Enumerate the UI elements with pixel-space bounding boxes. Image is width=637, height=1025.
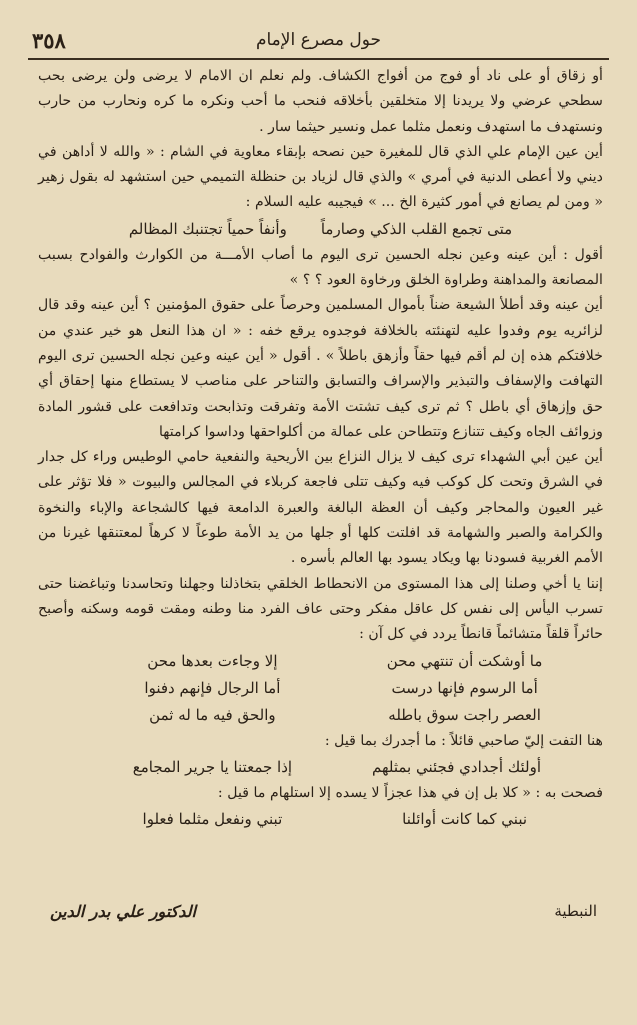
running-title: حول مصرع الإمام xyxy=(255,30,382,50)
paragraph: إننا يا أخي وصلنا إلى هذا المستوى من الانحطاط الخلقي بتخاذلنا وجهلنا وتحاسدنا وتباغضنا حتى تسرب اليأس إلى نفس كل عاقل مفكر وحتى عاف الفرد منا وطنه ومقت قومه وسكنه وأصبح حائراً قلقاً متشائماً قانطاً يردد في كل آن : xyxy=(38,575,603,643)
poem-hemistich: والحق فيه ما له ثمن xyxy=(149,705,276,724)
poem xyxy=(96,648,581,729)
poem-hemistich: تبني ونفعل مثلما فعلوا xyxy=(142,810,283,829)
paragraph: هنا التفت إليّ صاحبي قائلاً : ما أجدرك بما قيل : xyxy=(324,732,603,749)
poem xyxy=(96,754,581,781)
poem-hemistich: أما الرجال فإنهم دفنوا xyxy=(144,678,281,697)
poem-hemistich: نبني كما كانت أوائلنا xyxy=(402,810,528,829)
poem-line xyxy=(96,702,581,729)
poem-hemistich: أما الرسوم فإنها درست xyxy=(391,678,538,697)
poem-line xyxy=(96,648,581,675)
paragraph: أين عينه وقد أطلأ الشيعة ضناً بأموال المسلمين وحرصاً على حقوق المؤمنين ؟ أين عينه وقد قال لزائريه يوم وفدوا عليه لتهنئته بالخلافة فوجدوه يرقع خفه : « ان هذا النعل هو خير عندي من خلافتكم هذه إن لم أقم فيها حقاً وأزهق باطلاً » . أقول « أين عينه وعين نجله الحسين ترى اليوم التهافت والإسفاف والتبذير والإسراف والتسابق والتناحر على مناصب لا يستطاع منها إحقاق أي حق وإزهاق أي باطل ؟ ثم ترى كيف تشتت الأمة وتفرقت وتذابحت وتدافعت على قشور المادة وزوائف الجاه وكيف تتنازع وتتطاحن على عمالة من أكلواحقها وداسوا كرامتها xyxy=(38,297,603,440)
poem-line xyxy=(96,806,581,833)
poem-hemistich: إلا وجاءت بعدها محن xyxy=(147,651,278,670)
page-number: ٣٥٨ xyxy=(32,28,66,53)
poem xyxy=(96,806,581,833)
poem-hemistich: إذا جمعتنا يا جرير المجامع xyxy=(132,757,293,776)
verse xyxy=(38,216,603,243)
page-header xyxy=(28,26,609,60)
signature-block xyxy=(50,902,597,932)
paragraph: أقول : أين عينه وعين نجله الحسين ترى اليوم ما أصاب الأمـــة من الكوارث والفوادح بسبب المصانعة والمداهنة وطراوة الخلق ورخاوة العود ؟ ؟ » xyxy=(38,246,603,289)
place-name: النبطية xyxy=(554,902,597,920)
poem-line xyxy=(96,675,581,702)
verse-hemistich: متى تجمع القلب الذكي وصارماً xyxy=(320,219,513,238)
body-text xyxy=(38,64,603,833)
paragraph: فصحت به : « كلا بل إن في هذا عجزاً لا يسده إلا استلهام ما قيل : xyxy=(217,784,603,801)
poem-hemistich: أولئك أجدادي فجئني بمثلهم xyxy=(372,757,541,776)
poem-hemistich: ما أوشكت أن تنتهي محن xyxy=(386,651,543,670)
paragraph: أين عين الإمام علي الذي قال للمغيرة حين نصحه بإبقاء معاوية في الشام : « والله لا أداهن في ديني ولا أعطى الدنية في أمري » والذي قال لزياد بن حنظلة التميمي حين استشهد له بقول زهير « ومن لم يصانع في أمور كثيرة الخ ... » فيجيبه عليه السلام : xyxy=(38,143,603,211)
poem-hemistich: العصر راجت سوق باطله xyxy=(388,705,541,724)
author-name: الدكتور علي بدر الدين xyxy=(50,902,196,921)
paragraph: أو زقاق أو على ناد أو فوج من أفواج الكشاف. ولم نعلم ان الامام لا يرضى ولن يرضى بحب سطحي عرضي ولا يريدنا إلا متخلقين بأخلاقه فنحب ما أحب ونكره ما كره ونحارب من حارب ونستهدف ما استهدف ونعمل مثلما عمل ونسير حيثما سار . xyxy=(38,68,603,135)
paragraph: أين عين أبي الشهداء ترى كيف لا يزال النزاع بين الأريحية والنفعية حامي الوطيس وراء كل جدار في الشرق وتحت كل كوكب فيه وكيف تتلى فاجعة كربلاء في المجالس والبيوت « فلا تؤثر على غير العيون والمحاجر وكيف أن العظة البالغة والعبرة الدامعة فيها كالشجاعة والإباء والنخوة والكرامة والصبر والشهامة قد افلتت كلها أو جلها من يد الأمة طوعاً لا كرهاً لمعتنقها غيرنا من الأمم الغربية فسودنا بها ويكاد يسود بها العالم بأسره . xyxy=(38,449,603,567)
poem-line xyxy=(96,754,581,781)
verse-hemistich: وأنفاً حمياً تجتنبك المظالم xyxy=(128,219,287,238)
